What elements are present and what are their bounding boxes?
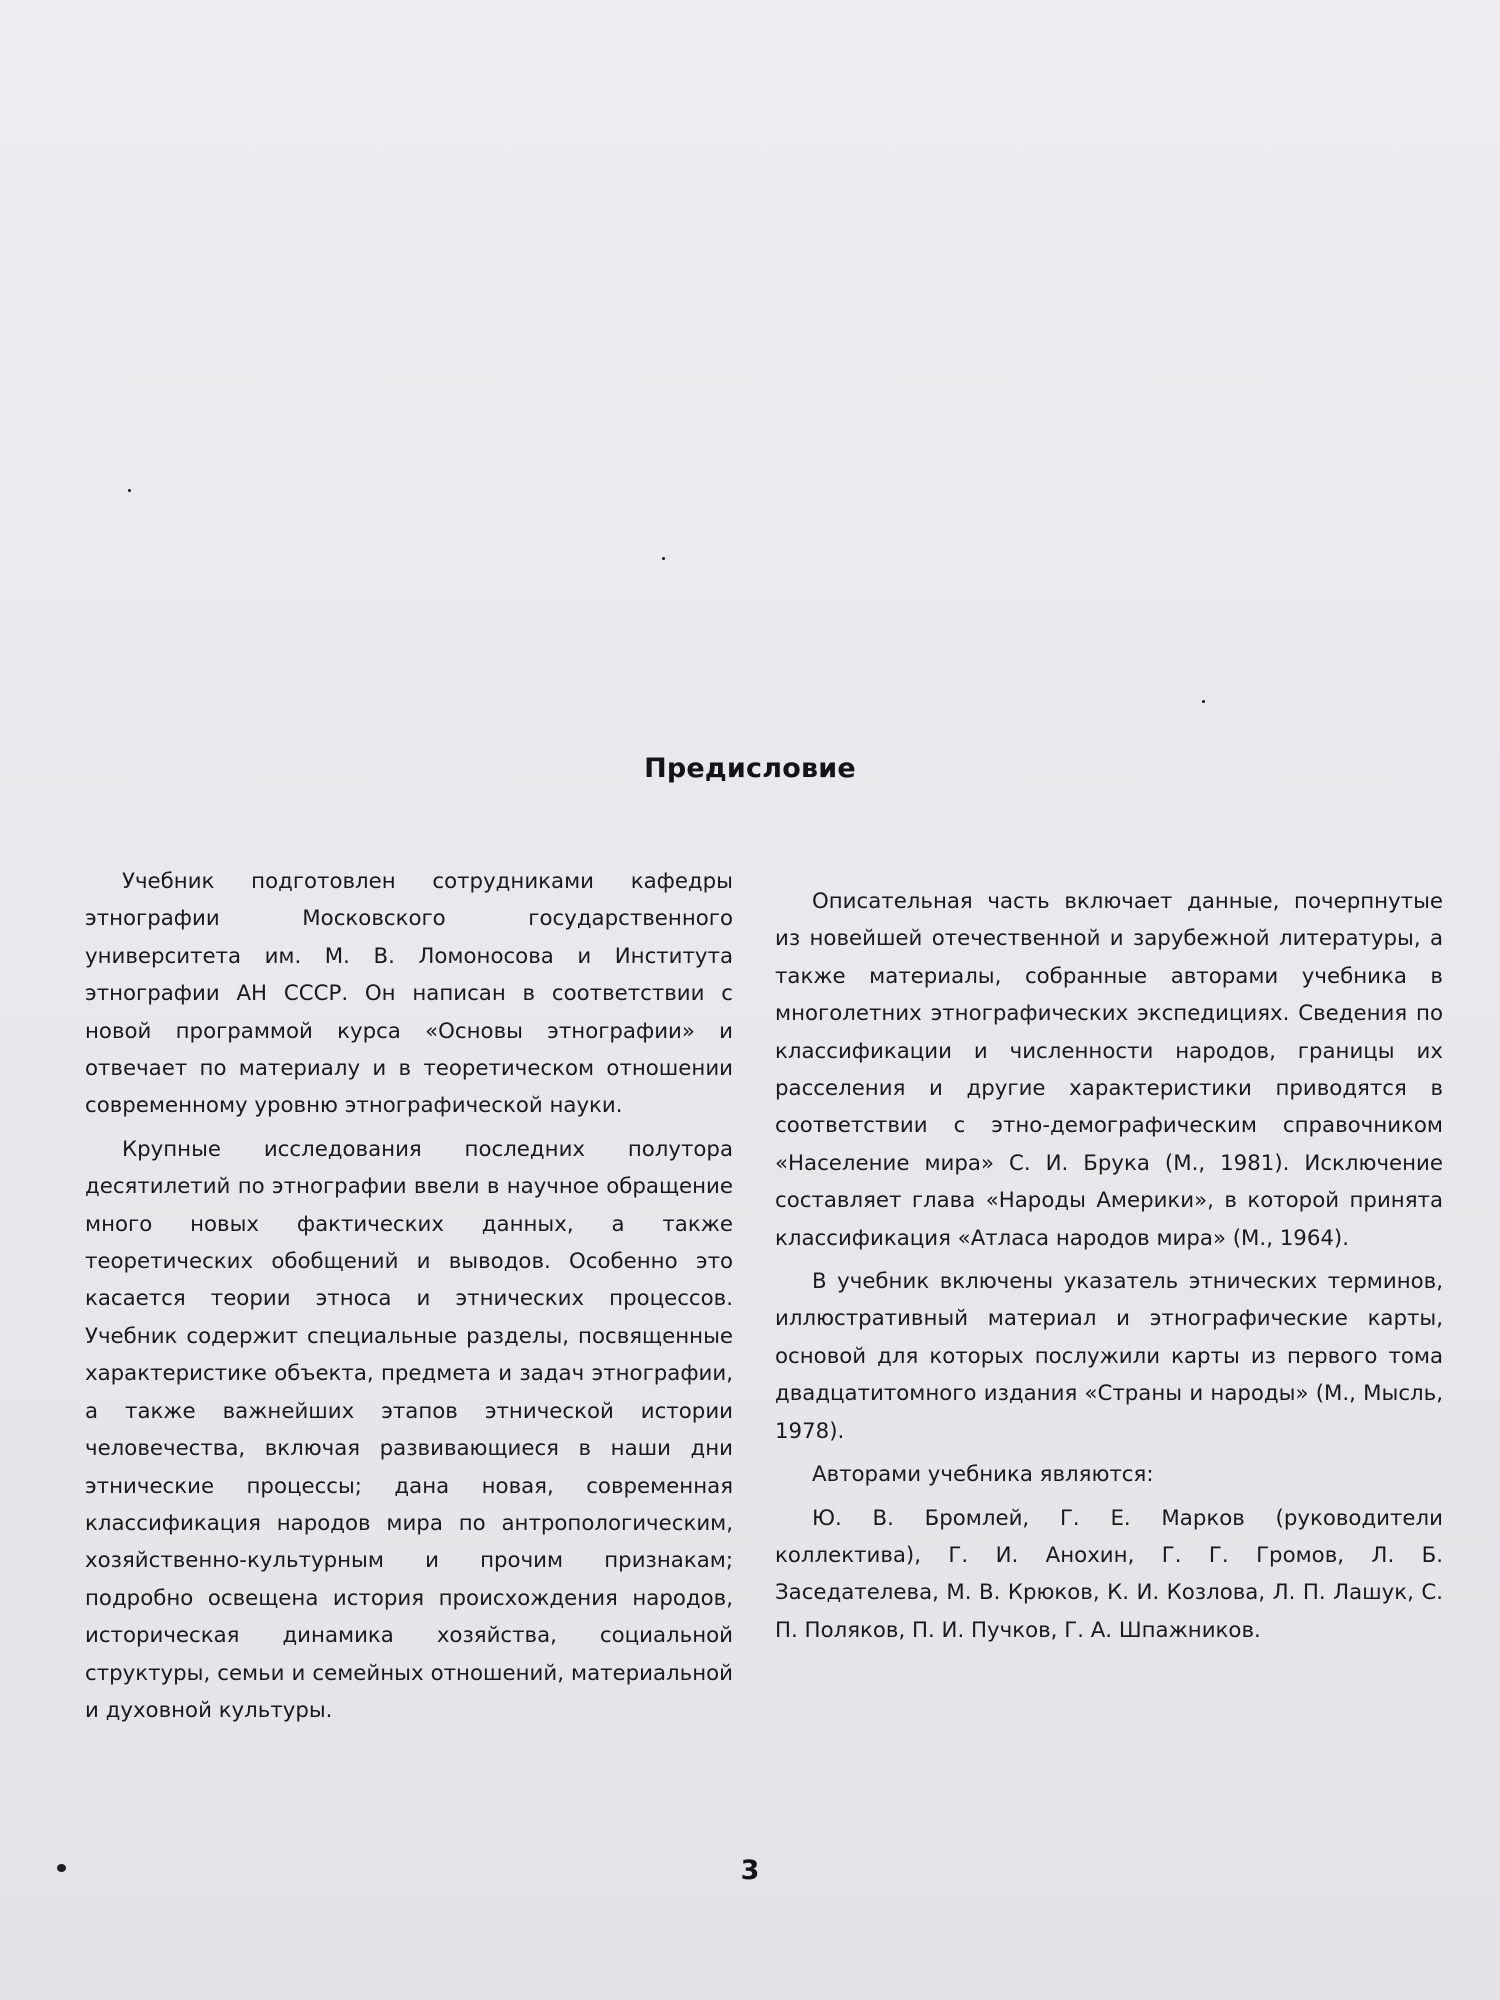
ink-speck <box>57 1864 66 1872</box>
page-number: 3 <box>740 1855 760 1886</box>
page-heading: Предисловие <box>644 753 856 784</box>
paragraph: Крупные исследования последних полутора десятилетий по этнографии ввели в научное обращение много новых фактических данных, а также теоретических обобщений и выводов. Особенно это касается теории этноса и этнических процессов. Учебник содержит специальные разделы, посвященные характеристике объекта, предмета и задач этнографии, а также важнейших этапов этнической истории человечества, включая развивающиеся в наши дни этнические процессы; дана новая, современная классификация народов мира по антропологическим, хозяйственно-культурным и прочим признакам; подробно освещена история происхождения народов, историческая динамика хозяйства, социальной структуры, семьи и семейных отношений, материальной и духовной культуры. <box>85 1136 733 1723</box>
ink-speck <box>128 489 131 492</box>
ink-speck <box>1202 700 1205 703</box>
authors-list: Ю. В. Бромлей, Г. Е. Марков (руководители коллектива), Г. И. Анохин, Г. Г. Громов, Л. Б. Заседателева, М. В. Крюков, К. И. Козлова, Л. П. Лашук, С. П. Поляков, П. И. Пучков, Г. А. Шпажников. <box>775 1505 1443 1643</box>
paragraph: Описательная часть включает данные, почерпнутые из новейшей отечественной и зарубежной литературы, а также материалы, собранные авторами учебника в многолетних этнографических экспедициях. Сведения по классификации и численности народов, границы их расселения и другие характеристики приводятся в соответствии с этно-демографическим справочником «Население мира» С. И. Брука (М., 1981). Исключение составляет глава «Народы Америки», в которой принята классификация «Атласа народов мира» (М., 1964). <box>775 889 1443 1251</box>
paragraph: Учебник подготовлен сотрудниками кафедры этнографии Московского государственного университета им. М. В. Ломоносова и Института этнографии АН СССР. Он написан в соответствии с новой программой курса «Основы этнографии» и отвечает по материалу и в теоретическом отношении современному уровню этнографической науки. <box>85 869 733 1119</box>
ink-speck <box>662 557 665 560</box>
paragraph: В учебник включены указатель этнических терминов, иллюстративный материал и этнографические карты, основой для которых послужили карты из первого тома двадцатитомного издания «Страны и народы» (М., Мысль, 1978). <box>775 1269 1443 1444</box>
authors-intro: Авторами учебника являются: <box>812 1462 1154 1488</box>
right-column <box>775 883 1443 1655</box>
left-column <box>85 863 733 1735</box>
